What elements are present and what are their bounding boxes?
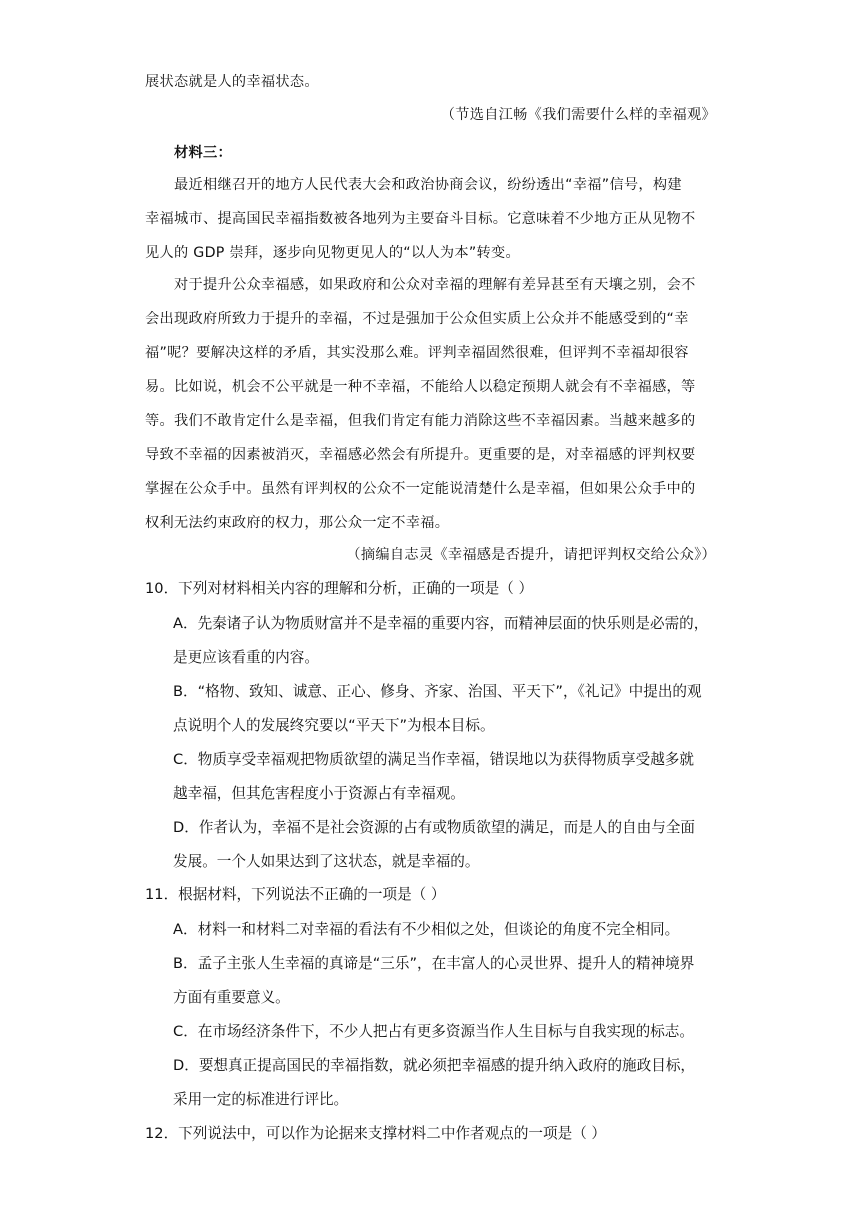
passage-line: 对于提升公众幸福感，如果政府和公众对幸福的理解有差异甚至有天壤之别，会不: [174, 277, 696, 293]
option-11b: B．孟子主张人生幸福的真谛是“三乐”，在丰富人的心灵世界、提升人的精神境界: [173, 955, 695, 972]
source-material-2: （节选自江畅《我们需要什么样的幸福观》: [440, 107, 716, 123]
passage-line: 展状态就是人的幸福状态。: [145, 74, 319, 90]
option-10c: C．物质享受幸福观把物质欲望的满足当作幸福，错误地以为获得物质享受越多就: [173, 751, 694, 768]
passage-line: 见人的 GDP 崇拜，逐步向见物更见人的“以人为本”转变。: [145, 245, 521, 261]
option-10a-cont: 是更应该看重的内容。: [173, 649, 319, 666]
option-11b-cont: 方面有重要意义。: [173, 989, 290, 1006]
option-10d: D．作者认为，幸福不是社会资源的占有或物质欲望的满足，而是人的自由与全面: [173, 819, 696, 836]
passage-line: 最近相继召开的地方人民代表大会和政治协商会议，纷纷透出“幸福”信号，构建: [174, 177, 682, 193]
passage-line: 幸福城市、提高国民幸福指数被各地列为主要奋斗目标。它意味着不少地方正从见物不: [145, 211, 696, 227]
passage-line: 权利无法约束政府的权力，那公众一定不幸福。: [145, 515, 450, 531]
passage-line: 易。比如说，机会不公平就是一种不幸福，不能给人以稳定预期人就会有不幸福感，等: [145, 379, 696, 395]
option-11c: C．在市场经济条件下，不少人把占有更多资源当作人生目标与自我实现的标志。: [173, 1023, 694, 1040]
question-10: 10．下列对材料相关内容的理解和分析，正确的一项是（ ）: [145, 580, 534, 597]
passage-line: 导致不幸福的因素被消灭，幸福感必然会有所提升。更重要的是，对幸福感的评判权要: [145, 447, 696, 463]
option-11d-cont: 采用一定的标准进行评比。: [173, 1091, 349, 1108]
option-10c-cont: 越幸福，但其危害程度小于资源占有幸福观。: [173, 785, 465, 802]
passage-line: 等。我们不敢肯定什么是幸福，但我们肯定有能力消除这些不幸福因素。当越来越多的: [145, 413, 696, 429]
passage-line: 会出现政府所致力于提升的幸福，不过是强加于公众但实质上公众并不能感受到的“幸: [145, 311, 689, 327]
option-10b-cont: 点说明个人的发展终究要以“平天下”为根本目标。: [173, 717, 495, 734]
option-10b: B．“格物、致知、诚意、正心、修身、齐家、治国、平天下”，《礼记》中提出的观: [173, 683, 702, 700]
passage-line: 福”呢？要解决这样的矛盾，其实没那么难。评判幸福固然很难，但评判不幸福却很容: [145, 345, 689, 361]
option-10d-cont: 发展。一个人如果达到了这状态，就是幸福的。: [173, 853, 480, 870]
option-10a: A．先秦诸子认为物质财富并不是幸福的重要内容，而精神层面的快乐则是必需的，: [173, 615, 709, 632]
question-12: 12．下列说法中，可以作为论据来支撑材料二中作者观点的一项是（ ）: [145, 1125, 607, 1142]
source-material-3: （摘编自志灵《幸福感是否提升，请把评判权交给公众》）: [346, 547, 716, 563]
option-11a: A．材料一和材料二对幸福的看法有不少相似之处，但谈论的角度不完全相同。: [173, 921, 680, 938]
question-11: 11．根据材料，下列说法不正确的一项是（ ）: [145, 886, 446, 903]
passage-line: 掌握在公众手中。虽然有评判权的公众不一定能说清楚什么是幸福，但如果公众手中的: [145, 481, 696, 497]
option-11d: D．要想真正提高国民的幸福指数，就必须把幸福感的提升纳入政府的施政目标，: [173, 1057, 696, 1074]
material-3-heading: 材料三：: [174, 145, 232, 161]
